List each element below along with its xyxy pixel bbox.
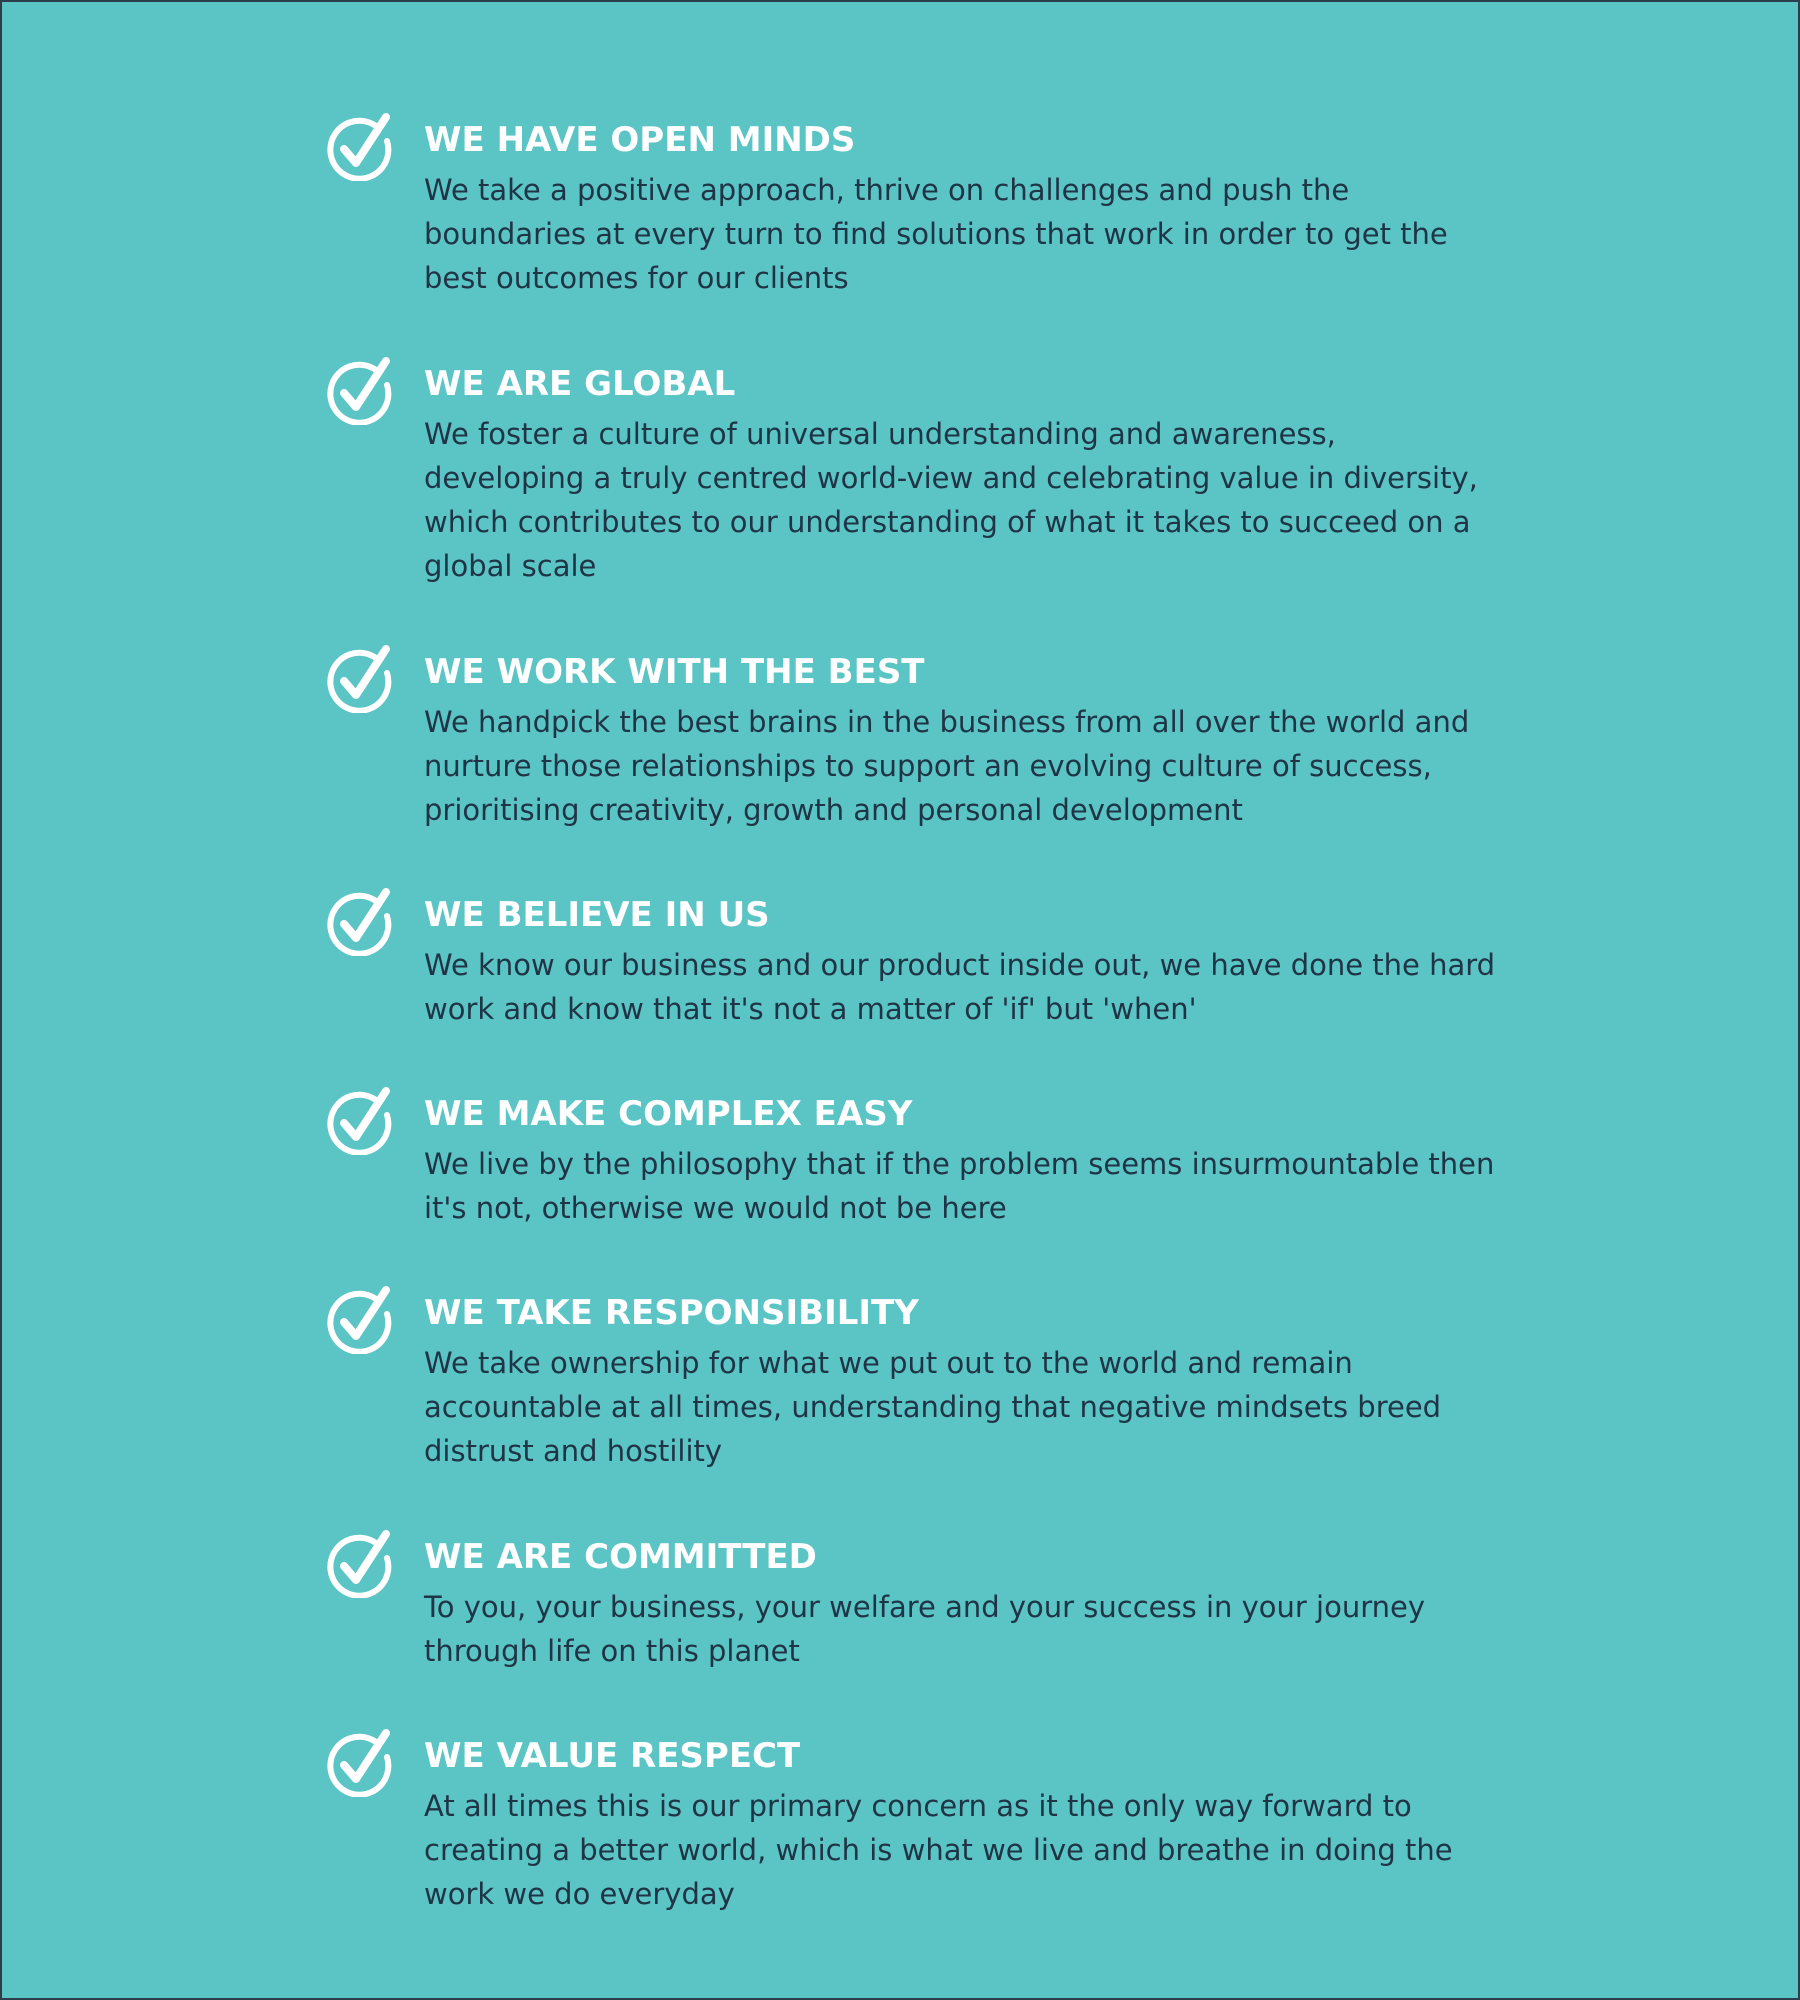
- value-description: We handpick the best brains in the business from all over the world and nurture those relationships to support an evolving culture of success, prioritising creativity, growth and personal development: [424, 705, 1470, 827]
- checkmark-circle-icon: [324, 355, 394, 425]
- checkmark-circle-icon: [324, 1085, 394, 1155]
- value-title: WE MAKE COMPLEX EASY: [424, 1094, 913, 1134]
- value-description: We take ownership for what we put out to the world and remain accountable at all times, understanding that negative mindsets breed distrust and hostility: [424, 1346, 1442, 1468]
- value-description: We take a positive approach, thrive on challenges and push the boundaries at every turn to find solutions that work in order to get the best outcomes for our clients: [424, 173, 1448, 295]
- checkmark-circle-icon: [324, 111, 394, 181]
- value-description: We know our business and our product inside out, we have done the hard work and know that it's not a matter of 'if' but 'when': [424, 948, 1496, 1026]
- value-title: WE ARE GLOBAL: [424, 364, 736, 404]
- value-description: We foster a culture of universal understanding and awareness, developing a truly centred world-view and celebrating value in diversity, which contributes to our understanding of what it takes to succeed on a global scale: [424, 417, 1478, 583]
- value-description: At all times this is our primary concern as it the only way forward to creating a better world, which is what we live and breathe in doing the work we do everyday: [424, 1789, 1453, 1911]
- value-title: WE TAKE RESPONSIBILITY: [424, 1293, 919, 1333]
- checkmark-circle-icon: [324, 886, 394, 956]
- checkmark-circle-icon: [324, 1727, 394, 1797]
- value-description: We live by the philosophy that if the problem seems insurmountable then it's not, otherwise we would not be here: [424, 1147, 1495, 1225]
- value-title: WE WORK WITH THE BEST: [424, 652, 925, 692]
- value-title: WE ARE COMMITTED: [424, 1537, 817, 1577]
- value-description: To you, your business, your welfare and your success in your journey through life on this planet: [424, 1590, 1426, 1668]
- value-title: WE BELIEVE IN US: [424, 895, 770, 935]
- checkmark-circle-icon: [324, 1284, 394, 1354]
- checkmark-circle-icon: [324, 643, 394, 713]
- value-title: WE HAVE OPEN MINDS: [424, 120, 856, 160]
- checkmark-circle-icon: [324, 1528, 394, 1598]
- value-title: WE VALUE RESPECT: [424, 1736, 801, 1776]
